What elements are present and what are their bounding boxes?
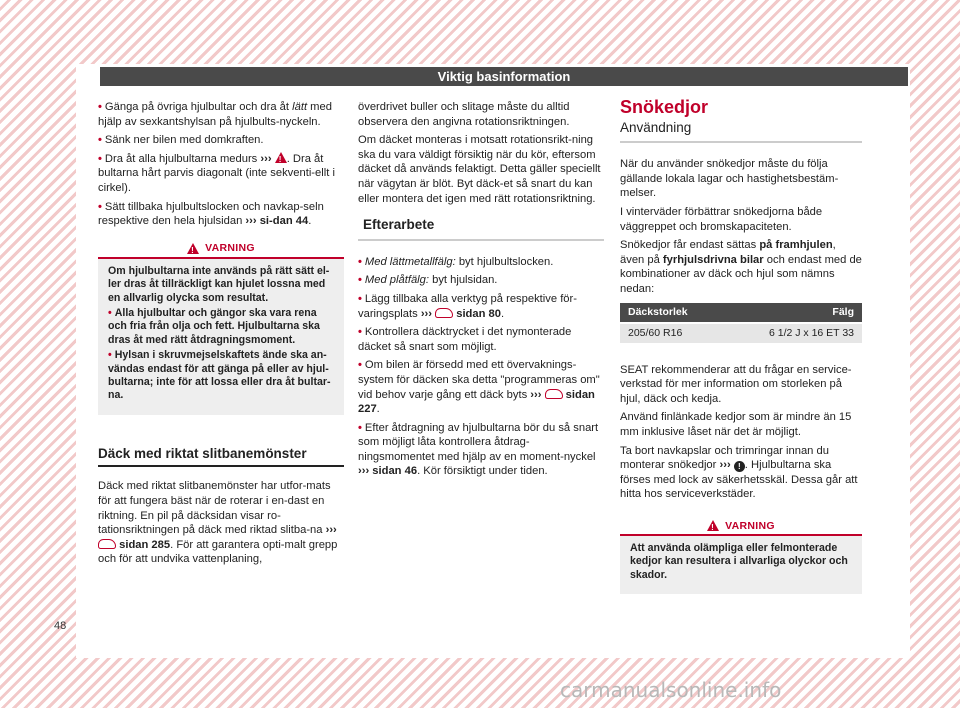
car-icon bbox=[545, 389, 563, 399]
car-icon bbox=[98, 539, 116, 549]
paragraph: När du använder snökedjor måste du följa gällande lokala lagar och hastighetsbestäm-melser. bbox=[620, 158, 839, 200]
car-icon bbox=[435, 308, 453, 318]
bullet-icon: • bbox=[358, 292, 362, 305]
bullet-icon: • bbox=[108, 349, 112, 362]
arrow-ref: ››› bbox=[245, 215, 257, 228]
page-header: Viktig basinformation bbox=[100, 67, 908, 86]
warning-body bbox=[98, 259, 344, 415]
warning-box bbox=[620, 518, 862, 594]
paragraph: överdrivet buller och slitage måste du alltid observera den angivna rotationsriktningen. bbox=[358, 101, 570, 128]
arrow-ref: ››› bbox=[260, 152, 272, 165]
warning-body bbox=[620, 536, 862, 594]
table-cell: 205/60 R16 bbox=[620, 323, 724, 343]
page-link[interactable]: sidan 46 bbox=[372, 465, 418, 478]
warning-icon bbox=[187, 243, 199, 254]
paragraph: Om däcket monteras i motsatt rotationsrikt-ning ska du vara väldigt försiktig när du kör, eftersom däcket då används felaktigt. Detta gäller speciellt när vägytan är blöt. Byt däck-et så snart du kan eller montera det igen med rätt rotationsriktning. bbox=[358, 134, 601, 205]
subheading: Användning bbox=[620, 121, 862, 144]
paragraph: I vinterväder förbättrar snökedjorna både väggreppet och bromskapaciteten. bbox=[620, 205, 823, 233]
page-link[interactable]: sidan 227 bbox=[358, 388, 595, 416]
list-item: • Alla hjulbultar och gängor ska vara rena och fria från olja och fett. Hjulbultarna ska dras åt med rätt åtdragningsmoment. bbox=[108, 306, 320, 346]
warning-icon bbox=[275, 152, 287, 163]
warning-box bbox=[98, 241, 344, 415]
bullet-icon: • bbox=[358, 421, 362, 434]
list-item: • Med lättmetallfälg: byt hjulbultslocken. bbox=[358, 255, 554, 268]
arrow-ref: ››› bbox=[719, 459, 731, 472]
bullet-icon: • bbox=[358, 359, 362, 372]
bullet-icon: • bbox=[98, 200, 102, 213]
arrow-ref: ››› bbox=[420, 307, 432, 320]
paragraph: Ta bort navkapslar och trimringar innan du monterar snökedjor ››› ! . Hjulbultarna ska förses med lock av säkerhetsskäl. Dessa går att hitta hos serviceverkstäder. bbox=[620, 444, 858, 501]
list-item: • Gänga på övriga hjulbultar och dra åt lätt med hjälp av sexkantshylsan på hjulbults-nyckeln. bbox=[98, 101, 332, 128]
list-item: • Om bilen är försedd med ett övervaknings-system för däcken ska detta "programmeras om" vid behov varje gång ett däck byts ››› sidan 227. bbox=[358, 359, 600, 416]
paragraph: Snökedjor får endast sättas på framhjulen, även på fyrhjulsdrivna bilar och endast med de kombinationer av däck och hjul som nämns nedan: bbox=[620, 239, 862, 295]
list-item: • Med plåtfälg: byt hjulsidan. bbox=[358, 274, 498, 287]
column-2 bbox=[358, 100, 604, 483]
section-title: Snökedjor bbox=[620, 97, 709, 117]
section-heading: Däck med riktat slitbanemönster bbox=[98, 447, 344, 468]
table-cell: 6 1/2 J x 16 ET 33 bbox=[724, 323, 862, 343]
watermark: carmanualsonline.info bbox=[560, 678, 782, 702]
warning-intro: Om hjulbultarna inte används på rätt sätt el-ler dras åt tillräckligt kan hjulet lossna med en allvarlig olycka som resultat. bbox=[108, 264, 330, 304]
arrow-ref: ››› bbox=[530, 388, 542, 401]
table-header: Däckstorlek bbox=[620, 303, 724, 323]
paragraph: Använd finlänkade kedjor som är mindre än 15 mm inklusive låset när det är möjligt. bbox=[620, 411, 852, 438]
warning-header: ! VARNING bbox=[98, 241, 344, 259]
table-row bbox=[620, 323, 862, 343]
bullet-icon: • bbox=[358, 326, 362, 339]
bullet-icon: • bbox=[108, 306, 112, 319]
info-icon: ! bbox=[734, 461, 745, 472]
list-item: • Efter åtdragning av hjulbultarna bör du så snart som möjligt låta kontrollera åtdrag-ningsmomentet med hjälp av en moment-nyckel ››› sidan 46. Kör försiktigt under tiden. bbox=[358, 421, 599, 478]
page-link[interactable]: si-dan 44 bbox=[259, 215, 309, 228]
list-item: • Hylsan i skruvmejselskaftets ände ska an-vändas endast för att gänga på eller av hjul-bultarna; inte för att lossa eller dra åt bultar-na. bbox=[108, 349, 331, 402]
page-link[interactable]: sidan 285 bbox=[119, 538, 171, 551]
bullet-icon: • bbox=[98, 152, 102, 165]
chain-table bbox=[620, 303, 862, 343]
paragraph: SEAT rekommenderar att du frågar en service-verkstad för mer information om storleken på hjul, däck och kedja. bbox=[620, 363, 852, 405]
warning-header: ! VARNING bbox=[620, 518, 862, 536]
warning-text: Att använda olämpliga eller felmonterade kedjor kan resultera i allvarliga olyckor och skador. bbox=[630, 541, 848, 581]
section-heading: Efterarbete bbox=[358, 218, 604, 241]
page-number: 48 bbox=[54, 620, 67, 632]
bullet-icon: • bbox=[358, 255, 362, 268]
list-item: • Dra åt alla hjulbultarna medurs ››› ! . Dra åt bultarna hårt parvis diagonalt (inte sekventi-ellt i cirkel). bbox=[98, 152, 344, 196]
table-header-row bbox=[620, 303, 862, 323]
column-1 bbox=[98, 100, 344, 571]
bullet-icon: • bbox=[358, 274, 362, 287]
bullet-icon: • bbox=[98, 101, 102, 113]
list-item: • Sätt tillbaka hjulbultslocken och navkap-seln respektive den hela hjulsidan ››› si-dan 44. bbox=[98, 200, 324, 228]
bullet-icon: • bbox=[98, 134, 102, 147]
column-3 bbox=[620, 97, 862, 602]
list-item: • Lägg tillbaka alla verktyg på respektive för-varingsplats ››› sidan 80. bbox=[358, 292, 577, 320]
arrow-ref: ››› bbox=[325, 524, 337, 537]
paragraph: Däck med riktat slitbanemönster har utfor-mats för att fungera bäst när de roterar i en-dast en riktning. En pil på däcksidan visar ro-tationsriktningen på däck med riktad slitba-na ››› sidan 285. För att garantera opti-malt grepp och för att undvika vattenplaning, bbox=[98, 480, 338, 566]
arrow-ref: ››› bbox=[358, 465, 370, 478]
list-item: • Sänk ner bilen med domkraften. bbox=[98, 134, 264, 147]
table-header: Fälg bbox=[724, 303, 862, 323]
warning-icon bbox=[707, 520, 719, 531]
page-link[interactable]: sidan 80 bbox=[456, 307, 501, 320]
list-item: • Kontrollera däcktrycket i det nymonterade däcket så snart som möjligt. bbox=[358, 326, 572, 353]
